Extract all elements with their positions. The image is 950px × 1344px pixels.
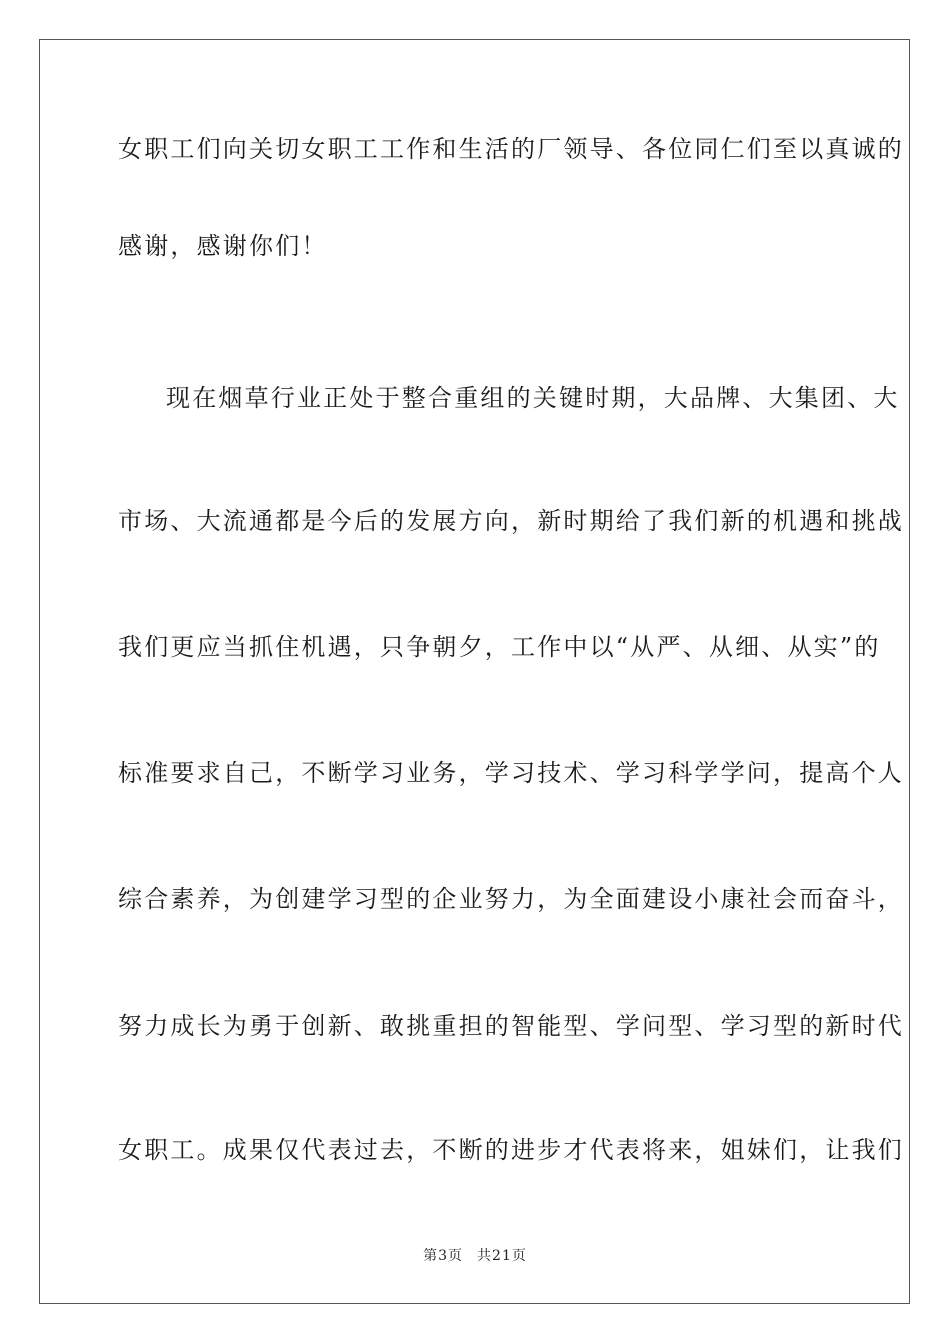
page-number: 第3页 [423, 1248, 464, 1264]
text-line-5: 我们更应当抓住机遇，只争朝夕，工作中以“从严、从细、从实”的 [118, 633, 881, 661]
page-footer [0, 1247, 950, 1265]
total-pages: 共21页 [477, 1248, 527, 1264]
text-line-2: 感谢，感谢你们！ [118, 232, 328, 260]
text-line-6: 标准要求自己，不断学习业务，学习技术、学习科学学问，提高个人 [118, 759, 904, 787]
text-line-7: 综合素养，为创建学习型的企业努力，为全面建设小康社会而奋斗， [118, 885, 904, 913]
page-border [39, 39, 910, 1304]
text-line-4: 市场、大流通都是今后的发展方向，新时期给了我们新的机遇和挑战 [118, 507, 904, 535]
text-line-1: 女职工们向关切女职工工作和生活的厂领导、各位同仁们至以真诚的 [118, 135, 904, 163]
text-line-3-paragraph-start: 现在烟草行业正处于整合重组的关键时期，大品牌、大集团、大 [166, 384, 900, 412]
text-line-8: 努力成长为勇于创新、敢挑重担的智能型、学问型、学习型的新时代 [118, 1012, 904, 1040]
text-line-9: 女职工。成果仅代表过去，不断的进步才代表将来，姐妹们，让我们 [118, 1136, 904, 1164]
